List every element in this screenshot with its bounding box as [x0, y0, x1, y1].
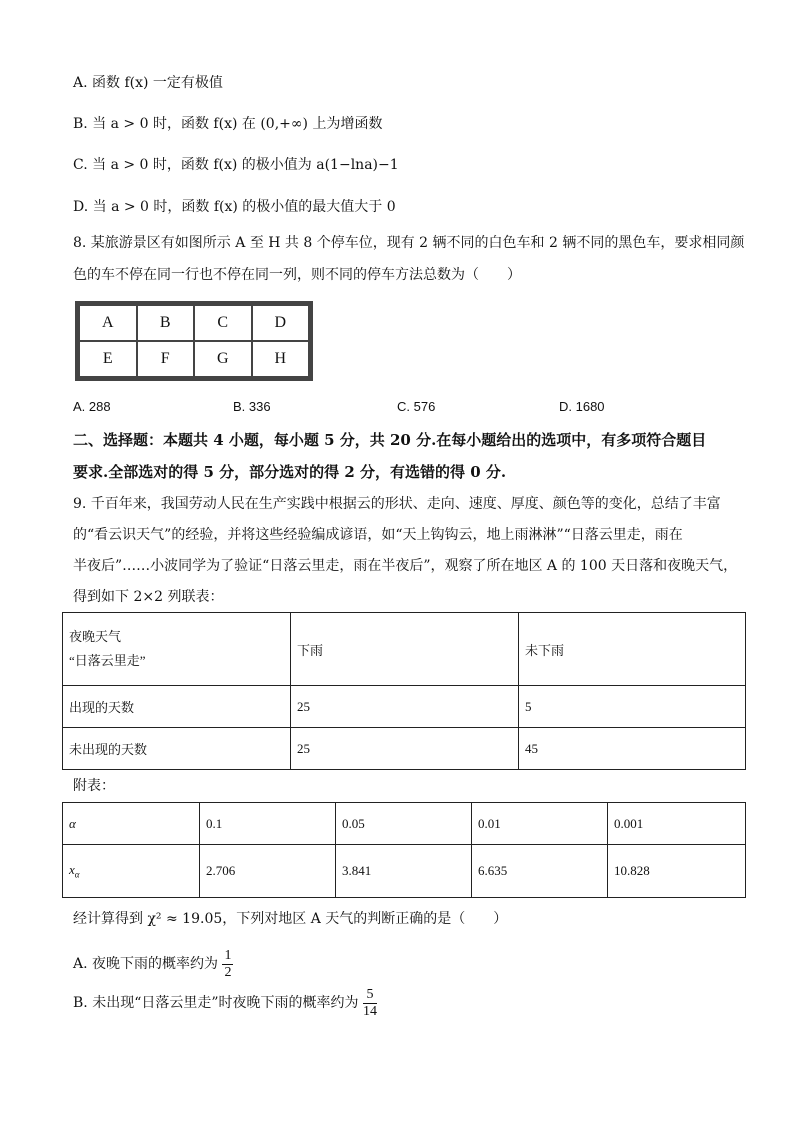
parking-spot: F — [137, 341, 195, 377]
parking-spot: H — [252, 341, 310, 377]
x-value: 10.828 — [608, 845, 746, 898]
parking-spot: A — [79, 305, 137, 341]
q8-option-a: A. 288 — [73, 399, 111, 414]
q7-option-c: C. 当 a > 0 时，函数 f(x) 的极小值为 a(1−lna)−1 — [73, 157, 399, 173]
q7-option-b: B. 当 a > 0 时，函数 f(x) 在 (0,+∞) 上为增函数 — [73, 116, 383, 132]
alpha-value: 0.01 — [472, 803, 608, 845]
ct-header-line2: “日落云里走” — [69, 653, 146, 668]
alpha-value: 0.1 — [200, 803, 336, 845]
q8-stem-line1: 8. 某旅游景区有如图所示 A 至 H 共 8 个停车位，现有 2 辆不同的白色车和 2 辆不同的黑色车，要求相同颜 — [73, 235, 745, 251]
q8-option-b: B. 336 — [233, 399, 271, 414]
q8-option-d: D. 1680 — [559, 399, 605, 414]
fraction-one-half — [222, 948, 233, 981]
ct-row1-label: 出现的天数 — [63, 686, 291, 728]
q9-computed-line: 经计算得到 χ² ≈ 19.05，下列对地区 A 天气的判断正确的是（ ） — [73, 911, 508, 927]
x-value: 6.635 — [472, 845, 608, 898]
fraction-five-fourteenths — [363, 987, 377, 1020]
q8-stem-line2: 色的车不停在同一行也不停在同一列，则不同的停车方法总数为（ ） — [73, 267, 521, 283]
ct-row2-label: 未出现的天数 — [63, 728, 291, 770]
fraction-numerator: 5 — [363, 987, 377, 1004]
contingency-table — [62, 612, 746, 770]
parking-spot: B — [137, 305, 195, 341]
q9-option-b — [73, 985, 377, 1021]
parking-spot: G — [194, 341, 252, 377]
q7-option-a: A. 函数 f(x) 一定有极值 — [73, 75, 223, 91]
q8-options — [73, 399, 733, 419]
ct-row2-rain: 25 — [291, 728, 519, 770]
q9-stem-line2: 的“看云识天气”的经验，并将这些经验编成谚语，如“天上钩钩云，地上雨淋淋”“日落云里走，雨在 — [73, 527, 683, 543]
q9-option-a — [73, 946, 233, 982]
q8-option-c: C. 576 — [397, 399, 436, 414]
q9-option-a-text: A. 夜晚下雨的概率约为 — [73, 956, 219, 972]
parking-spot: C — [194, 305, 252, 341]
fraction-numerator: 1 — [224, 947, 232, 963]
parking-spot: E — [79, 341, 137, 377]
section2-heading-line1: 二、选择题：本题共 4 小题，每小题 5 分，共 20 分.在每小题给出的选项中，有多项符合题目 — [73, 431, 707, 449]
ct-col-norain: 未下雨 — [519, 613, 746, 686]
x-subscript: α — [74, 869, 80, 880]
critical-value-table — [62, 802, 746, 898]
alpha-value: 0.05 — [336, 803, 472, 845]
x-value: 2.706 — [200, 845, 336, 898]
q7-option-d: D. 当 a > 0 时，函数 f(x) 的极小值的最大值大于 0 — [73, 199, 396, 215]
alpha-value: 0.001 — [608, 803, 746, 845]
section2-heading-line2: 要求.全部选对的得 5 分，部分选对的得 2 分，有选错的得 0 分. — [73, 463, 507, 481]
q9-stem-line3: 半夜后”……小波同学为了验证“日落云里走，雨在半夜后”，观察了所在地区 A 的 100 天日落和夜晚天气， — [73, 558, 738, 574]
x-value: 3.841 — [336, 845, 472, 898]
ct-col-rain: 下雨 — [291, 613, 519, 686]
fraction-denominator: 2 — [224, 964, 232, 980]
ct-row1-rain: 25 — [291, 686, 519, 728]
appendix-label: 附表： — [73, 778, 115, 794]
ct-row1-norain: 5 — [519, 686, 746, 728]
ct-header-line1: 夜晚天气 — [69, 629, 122, 644]
q9-option-b-text: B. 未出现“日落云里走”时夜晚下雨的概率约为 — [73, 995, 359, 1011]
ct-row2-norain: 45 — [519, 728, 746, 770]
alpha-label: α — [63, 803, 200, 845]
q9-stem-line4: 得到如下 2×2 列联表： — [73, 589, 224, 605]
fraction-denominator: 14 — [362, 1003, 377, 1019]
x-alpha-label — [63, 845, 200, 898]
ct-header-cell — [63, 613, 291, 686]
parking-spot: D — [252, 305, 310, 341]
parking-grid — [75, 301, 313, 381]
x-label: x — [69, 862, 75, 878]
q9-stem-line1: 9. 千百年来，我国劳动人民在生产实践中根据云的形状、走向、速度、厚度、颜色等的变化，总结了丰富 — [73, 496, 721, 512]
